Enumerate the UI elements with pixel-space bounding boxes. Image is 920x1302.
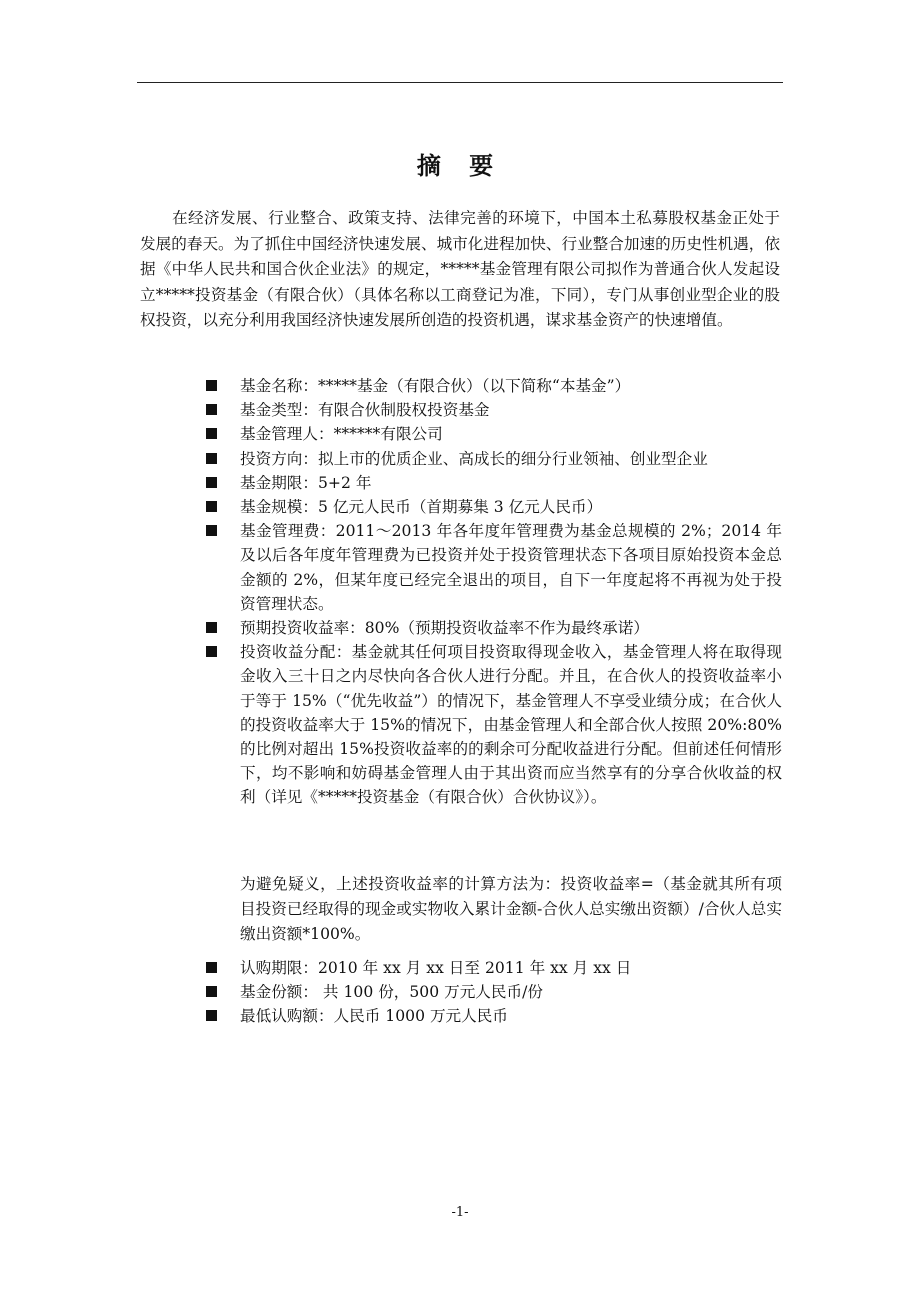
square-bullet-icon xyxy=(206,501,217,512)
page-title: 摘 要 xyxy=(416,151,504,180)
list-item xyxy=(202,422,782,446)
item-text: 预期投资收益率：80%（预期投资收益率不作为最终承诺） xyxy=(240,619,649,638)
square-bullet-icon xyxy=(206,525,217,536)
list-item xyxy=(202,640,782,809)
list-item xyxy=(202,616,782,640)
calculation-note: 为避免疑义，上述投资收益率的计算方法为：投资收益率=（基金就其所有项目投资已经取得的现金或实物收入累计金额-合伙人总实缴出资额）/合伙人总实缴出资额*100%。 xyxy=(240,875,782,943)
square-bullet-icon xyxy=(206,622,217,633)
list-item xyxy=(202,1004,782,1028)
item-text: 基金管理费：2011～2013 年各年度年管理费为基金总规模的 2%；2014 年及以后各年度年管理费为已投资并处于投资管理状态下各项目原始投资本金总金额的 2%，但某年度已经完全退出的项目，自下一年度起将不再视为处于投资管理状态。 xyxy=(240,522,782,613)
subscription-terms-list xyxy=(202,956,782,1029)
intro-paragraph: 在经济发展、行业整合、政策支持、法律完善的环境下，中国本土私募股权基金正处于发展的春天。为了抓住中国经济快速发展、城市化进程加快、行业整合加速的历史性机遇，依据《中华人民共和国合伙企业法》的规定，*****基金管理有限公司拟作为普通合伙人发起设立*****投资基金（有限合伙）（具体名称以工商登记为准，下同），专门从事创业型企业的股权投资，以充分利用我国经济快速发展所创造的投资机遇，谋求基金资产的快速增值。 xyxy=(140,209,780,330)
square-bullet-icon xyxy=(206,453,217,464)
list-item xyxy=(202,471,782,495)
item-text: 投资收益分配：基金就其任何项目投资取得现金收入，基金管理人将在取得现金收入三十日之内尽快向各合伙人进行分配。并且，在合伙人的投资收益率小于等于 15%（“优先收益”）的情况下，基金管理人不享受业绩分成；在合伙人的投资收益率大于 15%的情况下，由基金管理人和全部合伙人按照 20%:80%的比例对超出 15%投资收益率的的剩余可分配收益进行分配。但前述任何情形下，均不影响和妨碍基金管理人由于其出资而应当然享有的分享合伙收益的权利（详见《*****投资基金（有限合伙）合伙协议》）。 xyxy=(240,643,782,807)
square-bullet-icon xyxy=(206,477,217,488)
list-item xyxy=(202,374,782,398)
item-text: 基金期限：5+2 年 xyxy=(240,473,372,492)
item-text: 基金类型：有限合伙制股权投资基金 xyxy=(240,401,490,420)
page-number: -1- xyxy=(451,1205,469,1220)
square-bullet-icon xyxy=(206,1010,217,1021)
square-bullet-icon xyxy=(206,428,217,439)
list-item xyxy=(202,519,782,616)
header-rule xyxy=(137,82,783,83)
list-item xyxy=(202,398,782,422)
square-bullet-icon xyxy=(206,380,217,391)
item-text: 基金规模：5 亿元人民币（首期募集 3 亿元人民币） xyxy=(240,498,603,517)
square-bullet-icon xyxy=(206,646,217,657)
item-text: 投资方向：拟上市的优质企业、高成长的细分行业领袖、创业型企业 xyxy=(240,449,708,468)
square-bullet-icon xyxy=(206,986,217,997)
item-text: 基金名称：*****基金（有限合伙）（以下简称“本基金”） xyxy=(240,377,631,395)
list-item xyxy=(202,956,782,980)
fund-terms-list xyxy=(202,374,782,810)
item-text: 最低认购额：人民币 1000 万元人民币 xyxy=(240,1007,508,1026)
list-item xyxy=(202,447,782,471)
square-bullet-icon xyxy=(206,404,217,415)
square-bullet-icon xyxy=(206,962,217,973)
item-text: 基金管理人：******有限公司 xyxy=(240,425,443,444)
list-item xyxy=(202,980,782,1004)
list-item xyxy=(202,495,782,519)
item-text: 基金份额： 共 100 份，500 万元人民币/份 xyxy=(240,983,543,1002)
item-text: 认购期限：2010 年 xx 月 xx 日至 2011 年 xx 月 xx 日 xyxy=(240,959,632,977)
